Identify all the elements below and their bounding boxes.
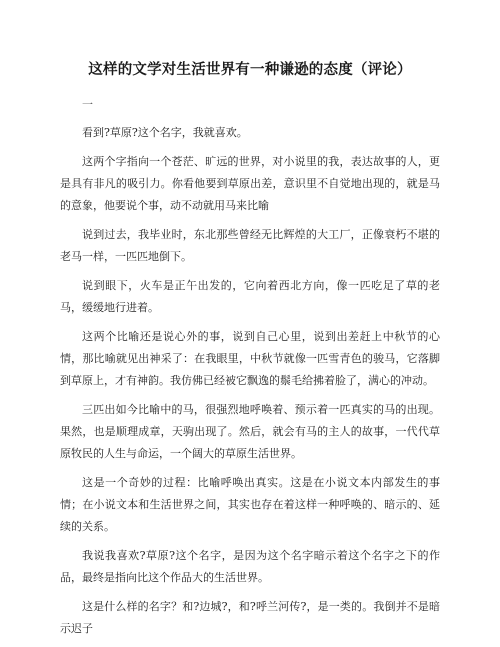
- paragraph: 这是一个奇妙的过程：比喻呼唤出真实。这是在小说文本内部发生的事情；在小说文本和生活世界之间，其实也存在着这样一种呼唤的、暗示的、延续的关系。: [60, 476, 440, 533]
- paragraph: 看到?草原?这个名字，我就喜欢。: [82, 126, 248, 139]
- paragraph: 三匹出如今比喻中的马，很强烈地呼唤着、预示着一匹真实的马的出现。果然，也是顺理成章，天驹出现了。然后，就会有马的主人的故事，一代代草原牧民的人生与命运，一个阔大的草原生活世界。: [60, 403, 440, 460]
- paragraph: 说到过去，我毕业时，东北那些曾经无比辉煌的大工厂，正像衰朽不堪的老马一样，一匹匹地倒下。: [60, 228, 440, 263]
- section-number: 一: [82, 98, 93, 111]
- paragraph: 说到眼下，火车是正午出发的，它向着西北方向，像一匹吃足了草的老马，缓缓地行进着。: [60, 279, 440, 314]
- article-body: [60, 122, 440, 647]
- paragraph: 这两个比喻还是说心外的事，说到自己心里，说到出差赶上中秋节的心情，那比喻就见出神采了：在我眼里，中秋节就像一匹雪青色的骏马，它落脚到草原上，才有神韵。我仿佛已经被它飘逸的鬃毛给拂着脸了，满心的冲动。: [60, 330, 440, 387]
- paragraph: 这两个字指向一个苍茫、旷远的世界，对小说里的我，表达故事的人，更是具有非凡的吸引力。你看他要到草原出差，意识里不自觉地出现的，就是马的意象，他要说个事，动不动就用马来比喻: [60, 155, 440, 212]
- paragraph: 我说我喜欢?草原?这个名字，是因为这个名字暗示着这个名字之下的作品，最终是指向比这个作品大的生活世界。: [60, 549, 440, 584]
- document-title: 这样的文学对生活世界有一种谦逊的态度（评论）: [88, 62, 412, 78]
- paragraph: 这是什么样的名字？和?边城?，和?呼兰河传?，是一类的。我倒并不是暗示迟子: [60, 600, 440, 635]
